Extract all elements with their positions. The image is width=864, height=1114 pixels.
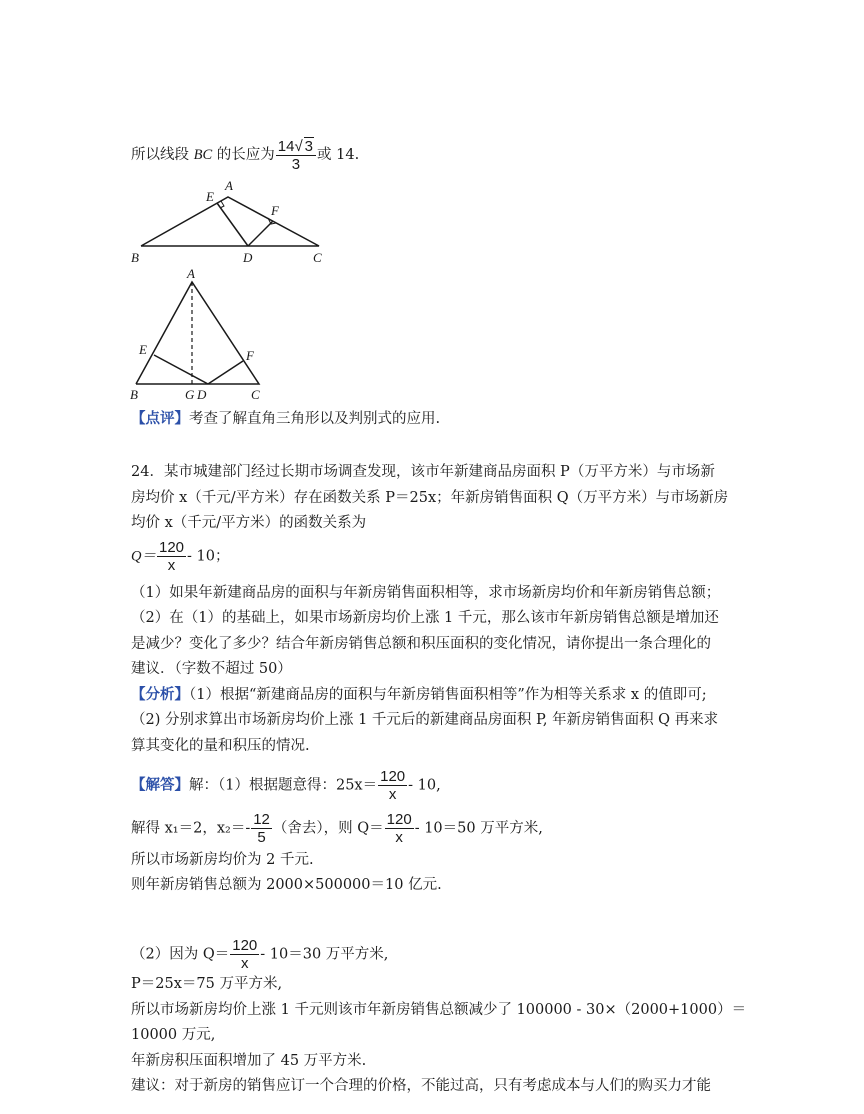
answer-text: - 10, xyxy=(408,777,441,794)
frac-numerator: 14 xyxy=(277,138,295,155)
question-part-2-line-3: 建议．（字数不超过 50） xyxy=(131,661,292,677)
question-part-1: （1）如果年新建商品房的面积与年新房销售面积相等，求市场新房均价和年新房销售总额； xyxy=(131,585,721,601)
label-g: G xyxy=(185,387,195,402)
label-c: C xyxy=(313,250,322,265)
figure-2-acute-triangle xyxy=(125,265,275,405)
analysis-text: （1）根据“新建商品房的面积与年新房销售面积相等”作为相等关系求 x 的值即可; xyxy=(189,687,707,703)
review-text: 考查了解直角三角形以及判别式的应用. xyxy=(189,411,441,427)
fraction-14-root3-over-3: $\frac{14√ 3}{3}$ xyxy=(276,137,316,173)
question-part-2-line-1: （2）在（1）的基础上，如果市场新房均价上涨 1 千元，那么该市年新房销售总额是增加还 xyxy=(131,610,719,626)
analysis-line-3: 算其变化的量和积压的情况. xyxy=(131,738,310,754)
frac-denominator: x xyxy=(395,829,403,846)
frac-numerator: 120 xyxy=(386,811,412,828)
frac-numerator: 12 xyxy=(253,811,270,828)
answer-text: 解得 x₁＝2，x₂＝- xyxy=(131,820,251,837)
frac-numerator: 120 xyxy=(158,539,185,556)
frac-denominator: x xyxy=(167,557,176,574)
answer-text: - 10＝30 万平方米, xyxy=(260,946,389,963)
question-24-line-3: 均价 x（千元/平方米）的函数关系为 xyxy=(131,515,367,531)
label-b: B xyxy=(130,387,138,402)
question-24-line-1: 24．某市城建部门经过长期市场调查发现，该市年新建商品房面积 P（万平方米）与市场新 xyxy=(131,464,715,480)
answer-line-7: 所以市场新房均价上涨 1 千元则该市年新房销售总额减少了 100000 - 30×（2000+1000）＝ xyxy=(131,1002,747,1018)
label-a: A xyxy=(187,266,195,281)
review-tag: 【点评】 xyxy=(131,410,189,427)
label-a: A xyxy=(225,178,233,193)
answer-text: - 10＝50 万平方米, xyxy=(414,820,543,837)
fraction-12-over-5 xyxy=(251,811,272,846)
segment-de xyxy=(154,355,208,384)
segment-df xyxy=(248,221,273,246)
label-e: E xyxy=(206,189,214,204)
text-segment: 的长应为 xyxy=(212,147,275,163)
radicand: 3 xyxy=(304,138,314,155)
answer-line-9: 年新房积压面积增加了 45 万平方米. xyxy=(131,1053,367,1069)
answer-line-4: 则年新房销售总额为 2000×500000＝10 亿元. xyxy=(131,877,442,893)
answer-text: （2）因为 Q＝ xyxy=(131,946,230,963)
label-e: E xyxy=(139,342,147,357)
answer-text: （舍去），则 Q＝ xyxy=(272,820,384,837)
text-segment: 或 14. xyxy=(317,147,360,163)
analysis-tag: 【分析】 xyxy=(131,686,189,703)
frac-numerator: 120 xyxy=(380,768,406,785)
frac-denominator: 3 xyxy=(291,156,301,173)
label-f: F xyxy=(271,203,279,218)
label-c: C xyxy=(251,387,260,402)
fraction-120-over-x xyxy=(230,937,259,972)
frac-denominator: 5 xyxy=(257,829,266,846)
answer-line-8: 10000 万元, xyxy=(131,1027,216,1043)
formula-rhs: - 10； xyxy=(187,548,230,565)
answer-line-1 xyxy=(131,768,441,803)
analysis-line-2: （2) 分别求算出市场新房均价上涨 1 千元后的新建商品房面积 P, 年新房销售面积 Q 再来求 xyxy=(131,712,719,728)
analysis-line-1 xyxy=(131,685,707,705)
question-24-line-2: 房均价 x（千元/平方米）存在函数关系 P＝25x；年新房销售面积 Q（万平方米）与市场新房 xyxy=(131,490,729,506)
segment-de xyxy=(217,203,248,246)
frac-denominator: x xyxy=(388,786,397,803)
fraction-120-over-x xyxy=(385,811,414,846)
bc-length-conclusion xyxy=(131,137,359,173)
label-d: D xyxy=(243,250,253,265)
formula-lhs: Q＝ xyxy=(131,548,156,565)
answer-line-10: 建议：对于新房的销售应订一个合理的价格，不能过高，只有考虑成本与人们的购买力才能 xyxy=(131,1078,711,1094)
answer-line-2 xyxy=(131,811,543,846)
answer-line-5 xyxy=(131,937,388,972)
answer-line-6: P＝25x＝75 万平方米, xyxy=(131,976,283,992)
label-b: B xyxy=(131,250,139,265)
frac-denominator: x xyxy=(241,955,249,972)
answer-tag: 【解答】 xyxy=(131,776,189,794)
question-part-2-line-2: 是减少？变化了多少？结合年新房销售总额和积压面积的变化情况，请你提出一条合理化的 xyxy=(131,636,711,652)
fraction-120-over-x xyxy=(378,768,407,803)
figure-1-obtuse-triangle xyxy=(125,175,335,270)
fraction-120-over-x xyxy=(157,539,186,574)
segment-df xyxy=(208,361,243,384)
answer-line-3: 所以市场新房均价为 2 千元. xyxy=(131,852,314,868)
label-f: F xyxy=(246,348,254,363)
frac-numerator: 120 xyxy=(232,937,258,954)
q-formula xyxy=(131,539,229,574)
answer-text: 解：（1）根据题意得：25x＝ xyxy=(189,777,378,794)
text-segment: 所以线段 xyxy=(131,147,194,163)
label-d: D xyxy=(197,387,207,402)
triangle-abc xyxy=(136,282,259,384)
review-note xyxy=(131,409,440,429)
segment-bc: BC xyxy=(193,147,213,163)
